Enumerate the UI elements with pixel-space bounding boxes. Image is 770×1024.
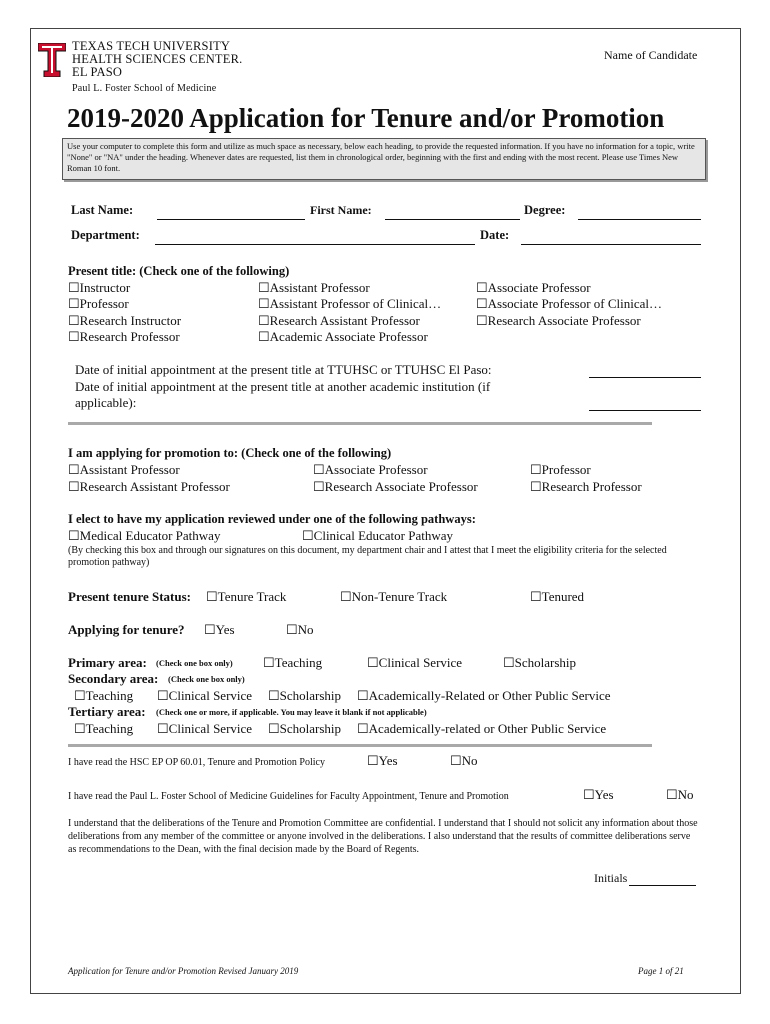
present-title-option[interactable]: ☐ Professor [68, 296, 181, 312]
school-name: Paul L. Foster School of Medicine [72, 83, 217, 94]
present-title-option[interactable]: ☐ Research Associate Professor [476, 313, 662, 329]
applying-tenure-label: Applying for tenure? [68, 622, 185, 637]
tertiary-area-note: (Check one or more, if applicable. You may leave it blank if not applicable) [156, 707, 427, 717]
present-title-option[interactable]: ☐ Research Assistant Professor [258, 313, 441, 329]
hsc-policy-text: I have read the HSC EP OP 60.01, Tenure and Promotion Policy [68, 757, 325, 768]
hsc-policy-yes-checkbox[interactable]: ☐ Yes [367, 753, 398, 769]
guidelines-no-checkbox[interactable]: ☐ No [666, 787, 694, 803]
hsc-policy-no-checkbox[interactable]: ☐ No [450, 753, 478, 769]
promotion-option[interactable]: ☐ Research Assistant Professor [68, 479, 230, 496]
promotion-col2 [313, 462, 478, 495]
primary-teaching-checkbox[interactable]: ☐ Teaching [263, 655, 322, 671]
appointment-line-3: applicable): [75, 395, 137, 410]
secondary-scholarship-checkbox[interactable]: ☐ Scholarship [268, 688, 341, 704]
first-name-label: First Name: [310, 203, 372, 217]
secondary-area-note: (Check one box only) [168, 674, 245, 684]
present-title-col2 [258, 280, 441, 345]
guidelines-text: I have read the Paul L. Foster School of Medicine Guidelines for Faculty Appointment, Tenure and Promotion [68, 791, 509, 802]
primary-scholarship-checkbox[interactable]: ☐ Scholarship [503, 655, 576, 671]
confidentiality-statement: I understand that the deliberations of the Tenure and Promotion Committee are confidential. I understand that I should not solicit any information about those deliberations from any member of the committee or anyone involved in the deliberations. I also understand that the results of committee deliberations serve as recommendations to the Dean, with the final decision made by the Board of Regents. [68, 818, 698, 855]
tertiary-clinical-service-checkbox[interactable]: ☐ Clinical Service [157, 721, 252, 737]
institution-line-3: EL PASO [72, 65, 123, 79]
instructions-box: Use your computer to complete this form and utilize as much space as necessary, below each heading, to provide the requested information. If you have no information for a topic, write "None" or "NA" under the heading. Whenever dates are requested, list them in chronological order, beginning with the first and ending with the most recent. Please use Times New Roman 10 font. [62, 138, 706, 180]
promotion-option[interactable]: ☐ Associate Professor [313, 462, 478, 479]
section-divider [68, 422, 652, 425]
department-label: Department: [71, 228, 140, 242]
primary-area-label: Primary area: [68, 655, 147, 670]
present-title-col3 [476, 280, 662, 329]
promotion-col1 [68, 462, 230, 495]
double-t-logo-icon [38, 43, 66, 77]
footer-revision: Application for Tenure and/or Promotion Revised January 2019 [68, 966, 299, 976]
appointment-date-ttuhsc-field[interactable] [589, 377, 701, 378]
tertiary-teaching-checkbox[interactable]: ☐ Teaching [74, 721, 133, 737]
institution-name [72, 40, 242, 95]
promotion-option[interactable]: ☐ Research Professor [530, 479, 642, 496]
initials-label: Initials [594, 871, 628, 885]
last-name-label: Last Name: [71, 203, 134, 217]
appointment-line-1: Date of initial appointment at the present title at TTUHSC or TTUHSC El Paso: [75, 362, 492, 377]
primary-area-note: (Check one box only) [156, 658, 233, 668]
non-tenure-track-checkbox[interactable]: ☐ Non-Tenure Track [340, 589, 447, 605]
secondary-teaching-checkbox[interactable]: ☐ Teaching [74, 688, 133, 704]
name-of-candidate-label: Name of Candidate [604, 48, 698, 62]
present-title-col1 [68, 280, 181, 345]
promotion-option[interactable]: ☐ Professor [530, 462, 642, 479]
tertiary-scholarship-checkbox[interactable]: ☐ Scholarship [268, 721, 341, 737]
promotion-heading: I am applying for promotion to: (Check one of the following) [68, 446, 392, 460]
institution-line-2: HEALTH SCIENCES CENTER. [72, 52, 243, 66]
primary-clinical-service-checkbox[interactable]: ☐ Clinical Service [367, 655, 462, 671]
tenure-track-checkbox[interactable]: ☐ Tenure Track [206, 589, 286, 605]
present-title-option[interactable]: ☐ Academic Associate Professor [258, 329, 441, 345]
present-title-heading: Present title: (Check one of the following) [68, 264, 290, 278]
appointment-line-2: Date of initial appointment at the present title at another academic institution (if [75, 378, 491, 394]
present-title-option[interactable]: ☐ Research Professor [68, 329, 181, 345]
section-divider [68, 744, 652, 747]
department-field[interactable] [155, 244, 475, 245]
date-label: Date: [480, 228, 510, 242]
appointment-date-other-field[interactable] [589, 410, 701, 411]
page-title: 2019-2020 Application for Tenure and/or Promotion [67, 103, 665, 133]
tenured-checkbox[interactable]: ☐ Tenured [530, 589, 584, 605]
secondary-area-label: Secondary area: [68, 671, 159, 686]
institution-line-1: TEXAS TECH UNIVERSITY [72, 39, 231, 53]
tertiary-academic-service-checkbox[interactable]: ☐ Academically-related or Other Public Service [357, 721, 606, 737]
tertiary-area-label: Tertiary area: [68, 704, 146, 719]
secondary-academic-service-checkbox[interactable]: ☐ Academically-Related or Other Public Service [357, 688, 611, 704]
initials-field[interactable] [629, 885, 696, 886]
applying-tenure-no-checkbox[interactable]: ☐ No [286, 622, 314, 638]
appointment-dates [75, 362, 492, 412]
degree-label: Degree: [524, 203, 566, 217]
promotion-option[interactable]: ☐ Research Associate Professor [313, 479, 478, 496]
promotion-col3 [530, 462, 642, 495]
present-title-option[interactable]: ☐ Assistant Professor [258, 280, 441, 296]
guidelines-yes-checkbox[interactable]: ☐ Yes [583, 787, 614, 803]
tenure-status-label: Present tenure Status: [68, 589, 192, 604]
degree-field[interactable] [578, 219, 701, 220]
medical-educator-pathway-checkbox[interactable]: ☐ Medical Educator Pathway [68, 528, 220, 544]
present-title-option[interactable]: ☐ Instructor [68, 280, 181, 296]
first-name-field[interactable] [385, 219, 520, 220]
last-name-field[interactable] [157, 219, 305, 220]
pathway-note: (By checking this box and through our signatures on this document, my department chair and I attest that I meet the eligibility criteria for the selected promotion pathway) [68, 545, 667, 568]
applying-tenure-yes-checkbox[interactable]: ☐ Yes [204, 622, 235, 638]
date-field[interactable] [521, 244, 701, 245]
clinical-educator-pathway-checkbox[interactable]: ☐ Clinical Educator Pathway [302, 528, 453, 544]
footer-page-number: Page 1 of 21 [638, 966, 684, 976]
secondary-clinical-service-checkbox[interactable]: ☐ Clinical Service [157, 688, 252, 704]
pathway-heading: I elect to have my application reviewed under one of the following pathways: [68, 512, 476, 526]
present-title-option[interactable]: ☐ Associate Professor of Clinical… [476, 296, 662, 312]
present-title-option[interactable]: ☐ Research Instructor [68, 313, 181, 329]
promotion-option[interactable]: ☐ Assistant Professor [68, 462, 230, 479]
present-title-option[interactable]: ☐ Assistant Professor of Clinical… [258, 296, 441, 312]
present-title-option[interactable]: ☐ Associate Professor [476, 280, 662, 296]
